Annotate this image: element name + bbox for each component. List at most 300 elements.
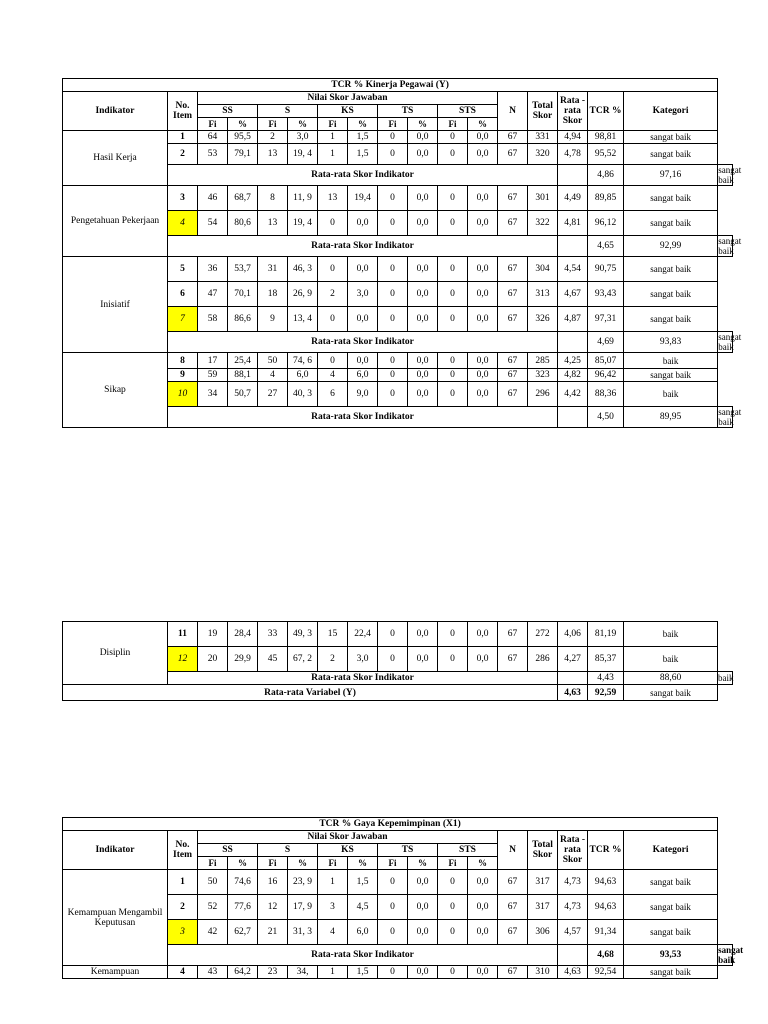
cell-rata-rata-skor: 4,73 [558,895,588,920]
cell-rata-rata-skor: 4,63 [558,966,588,979]
average-rata-rata: 4,68 [588,945,624,966]
cell-total-skor: 323 [528,369,558,382]
cell-ks-pct: 0,0 [348,307,378,332]
cell-rata-rata-skor: 4,78 [558,144,588,165]
cell-total-skor: 296 [528,382,558,407]
cell-sts-fi: 0 [438,257,468,282]
cell-ss-fi: 53 [198,144,228,165]
cell-sts-fi: 0 [438,870,468,895]
cell-ts-fi: 0 [378,966,408,979]
cell-kategori: sangat baik [624,131,718,144]
header-tcr: TCR % [588,831,624,870]
item-number: 10 [168,382,198,407]
cell-ss-pct: 28,4 [228,622,258,647]
cell-s-pct: 13, 4 [288,307,318,332]
cell-sts-pct: 0,0 [468,382,498,407]
cell-kategori: sangat baik [624,920,718,945]
cell-sts-fi: 0 [438,144,468,165]
cell-rata-rata-skor: 4,82 [558,369,588,382]
cell-ss-fi: 58 [198,307,228,332]
header-n: N [498,92,528,131]
cell-s-fi: 16 [258,870,288,895]
cell-n: 67 [498,622,528,647]
cell-kategori: baik [624,622,718,647]
table-row [63,870,733,895]
average-tcr: 92,99 [624,236,718,257]
cell-ks-pct: 1,5 [348,144,378,165]
cell-tcr: 88,36 [588,382,624,407]
cell-ts-fi: 0 [378,307,408,332]
indicator-name: Pengetahuan Pekerjaan [63,186,168,257]
cell-sts-fi: 0 [438,211,468,236]
variable-average-row [63,685,733,701]
cell-ss-fi: 52 [198,895,228,920]
cell-ts-pct: 0,0 [408,622,438,647]
cell-ks-pct: 22,4 [348,622,378,647]
cell-ks-fi: 6 [318,382,348,407]
cell-kategori: sangat baik [624,144,718,165]
cell-s-pct: 23, 9 [288,870,318,895]
cell-sts-fi: 0 [438,186,468,211]
header-pct: % [348,118,378,131]
cell-ks-pct: 3,0 [348,647,378,672]
cell-n: 67 [498,257,528,282]
cell-tcr: 96,42 [588,369,624,382]
cell-tcr: 90,75 [588,257,624,282]
cell-ks-fi: 15 [318,622,348,647]
cell-s-pct: 6,0 [288,369,318,382]
cell-n: 67 [498,870,528,895]
header-total-skor: Total Skor [528,92,558,131]
cell-tcr: 93,43 [588,282,624,307]
item-number: 9 [168,369,198,382]
average-tcr: 93,83 [624,332,718,353]
cell-sts-pct: 0,0 [468,369,498,382]
average-label: Rata-rata Skor Indikator [168,672,558,685]
cell-total-skor: 272 [528,622,558,647]
cell-ts-pct: 0,0 [408,895,438,920]
cell-total-skor: 285 [528,353,558,369]
cell-ts-fi: 0 [378,131,408,144]
cell-sts-pct: 0,0 [468,920,498,945]
cell-tcr: 89,85 [588,186,624,211]
cell-s-pct: 19, 4 [288,211,318,236]
header-sts: STS [438,105,498,118]
cell-sts-pct: 0,0 [468,966,498,979]
cell-s-fi: 23 [258,966,288,979]
cell-tcr: 85,37 [588,647,624,672]
cell-sts-fi: 0 [438,920,468,945]
average-label: Rata-rata Skor Indikator [168,236,558,257]
cell-total-skor: 306 [528,920,558,945]
cell-ts-pct: 0,0 [408,382,438,407]
cell-n: 67 [498,131,528,144]
average-label: Rata-rata Skor Indikator [168,165,558,186]
item-number: 3 [168,186,198,211]
cell-total-skor: 301 [528,186,558,211]
cell-ss-fi: 19 [198,622,228,647]
cell-ts-fi: 0 [378,369,408,382]
cell-ks-fi: 2 [318,282,348,307]
header-s: S [258,105,318,118]
cell-ss-fi: 59 [198,369,228,382]
header-fi: Fi [258,118,288,131]
cell-ks-fi: 1 [318,870,348,895]
average-label: Rata-rata Skor Indikator [168,945,558,966]
cell-sts-fi: 0 [438,353,468,369]
cell-ks-pct: 4,5 [348,895,378,920]
header-fi: Fi [318,118,348,131]
cell-kategori: baik [624,353,718,369]
cell-rata-rata-skor: 4,87 [558,307,588,332]
item-number: 2 [168,144,198,165]
cell-s-pct: 40, 3 [288,382,318,407]
cell-kategori: sangat baik [624,257,718,282]
cell-ts-fi: 0 [378,647,408,672]
header-pct: % [288,118,318,131]
cell-total-skor: 286 [528,647,558,672]
cell-ks-pct: 0,0 [348,257,378,282]
cell-n: 67 [498,966,528,979]
header-fi: Fi [378,857,408,870]
cell-tcr: 94,63 [588,895,624,920]
cell-kategori: sangat baik [624,307,718,332]
cell-sts-pct: 0,0 [468,895,498,920]
cell-sts-fi: 0 [438,895,468,920]
tcr-gaya-kepemimpinan-table [62,817,744,979]
average-label: Rata-rata Skor Indikator [168,407,558,428]
cell-n: 67 [498,282,528,307]
cell-tcr: 96,12 [588,211,624,236]
cell-ts-fi: 0 [378,186,408,211]
cell-ts-pct: 0,0 [408,131,438,144]
header-fi: Fi [378,118,408,131]
cell-ss-fi: 20 [198,647,228,672]
indicator-name: Sikap [63,353,168,428]
variable-average-tcr: 92,59 [588,685,624,701]
header-pct: % [408,857,438,870]
variable-average-kategori: sangat baik [624,685,718,701]
cell-n: 67 [498,895,528,920]
cell-ss-pct: 86,6 [228,307,258,332]
cell-s-fi: 27 [258,382,288,407]
cell-ks-fi: 4 [318,920,348,945]
cell-s-pct: 19, 4 [288,144,318,165]
indicator-name: Inisiatif [63,257,168,353]
table-row [63,257,733,282]
header-fi: Fi [198,118,228,131]
cell-s-fi: 4 [258,369,288,382]
cell-s-fi: 21 [258,920,288,945]
cell-ss-fi: 43 [198,966,228,979]
header-indikator: Indikator [63,92,168,131]
average-rata-rata: 4,43 [588,672,624,685]
cell-ks-fi: 1 [318,144,348,165]
cell-total-skor: 310 [528,966,558,979]
cell-ts-pct: 0,0 [408,282,438,307]
item-number: 1 [168,870,198,895]
cell-sts-fi: 0 [438,382,468,407]
cell-ss-pct: 62,7 [228,920,258,945]
cell-ts-pct: 0,0 [408,307,438,332]
cell-tcr: 94,63 [588,870,624,895]
cell-ts-fi: 0 [378,870,408,895]
cell-s-fi: 31 [258,257,288,282]
item-number: 11 [168,622,198,647]
cell-ss-pct: 79,1 [228,144,258,165]
cell-ks-pct: 6,0 [348,369,378,382]
average-kategori: sangat baik [718,945,744,965]
cell-s-fi: 50 [258,353,288,369]
cell-s-fi: 13 [258,144,288,165]
cell-n: 67 [498,369,528,382]
cell-ts-pct: 0,0 [408,870,438,895]
cell-s-fi: 18 [258,282,288,307]
header-pct: % [468,857,498,870]
cell-ts-fi: 0 [378,353,408,369]
variable-average-label: Rata-rata Variabel (Y) [63,685,558,701]
cell-ss-pct: 70,1 [228,282,258,307]
average-label: Rata-rata Skor Indikator [168,332,558,353]
cell-sts-fi: 0 [438,369,468,382]
tcr-kinerja-pegawai-table [62,78,742,428]
header-pct: % [348,857,378,870]
cell-s-pct: 49, 3 [288,622,318,647]
cell-ts-pct: 0,0 [408,353,438,369]
header-no-item: No. Item [168,831,198,870]
table-row [63,966,733,979]
item-number: 12 [168,647,198,672]
cell-ss-fi: 54 [198,211,228,236]
header-tcr: TCR % [588,92,624,131]
cell-ss-fi: 64 [198,131,228,144]
cell-rata-rata-skor: 4,81 [558,211,588,236]
cell-ks-pct: 6,0 [348,920,378,945]
cell-ss-pct: 50,7 [228,382,258,407]
cell-total-skor-empty [558,672,588,685]
cell-sts-fi: 0 [438,966,468,979]
cell-s-pct: 17, 9 [288,895,318,920]
cell-rata-rata-skor: 4,27 [558,647,588,672]
cell-total-skor: 322 [528,211,558,236]
item-number: 3 [168,920,198,945]
indicator-name: Disiplin [63,622,168,685]
cell-kategori: sangat baik [624,282,718,307]
header-rata-rata-skor: Rata -rata Skor [558,831,588,870]
cell-sts-fi: 0 [438,647,468,672]
cell-ts-fi: 0 [378,895,408,920]
average-tcr: 88,60 [624,672,718,685]
cell-ts-pct: 0,0 [408,369,438,382]
header-sts: STS [438,844,498,857]
cell-rata-rata-skor: 4,06 [558,622,588,647]
cell-total-skor: 317 [528,870,558,895]
cell-sts-pct: 0,0 [468,353,498,369]
cell-ss-pct: 53,7 [228,257,258,282]
cell-ks-fi: 4 [318,369,348,382]
cell-total-skor-empty [558,165,588,186]
item-number: 4 [168,211,198,236]
cell-s-fi: 12 [258,895,288,920]
table-row [63,186,733,211]
cell-ts-pct: 0,0 [408,647,438,672]
cell-ss-pct: 80,6 [228,211,258,236]
cell-ss-pct: 74,6 [228,870,258,895]
cell-ts-fi: 0 [378,282,408,307]
cell-sts-pct: 0,0 [468,186,498,211]
tcr-kinerja-pegawai-continuation [62,621,733,701]
cell-sts-pct: 0,0 [468,647,498,672]
header-pct: % [288,857,318,870]
cell-ks-fi: 0 [318,307,348,332]
item-number: 6 [168,282,198,307]
header-ks: KS [318,844,378,857]
header-fi: Fi [258,857,288,870]
cell-tcr: 91,34 [588,920,624,945]
cell-ss-fi: 46 [198,186,228,211]
header-pct: % [468,118,498,131]
header-indikator: Indikator [63,831,168,870]
cell-s-pct: 46, 3 [288,257,318,282]
cell-ss-pct: 68,7 [228,186,258,211]
cell-s-fi: 2 [258,131,288,144]
item-number: 2 [168,895,198,920]
cell-rata-rata-skor: 4,57 [558,920,588,945]
cell-s-fi: 13 [258,211,288,236]
cell-total-skor-empty [558,236,588,257]
header-total-skor: Total Skor [528,831,558,870]
cell-ss-pct: 29,9 [228,647,258,672]
cell-sts-fi: 0 [438,622,468,647]
average-rata-rata: 4,65 [588,236,624,257]
table-row [63,131,733,144]
cell-ks-fi: 13 [318,186,348,211]
cell-s-pct: 3,0 [288,131,318,144]
cell-ks-fi: 3 [318,895,348,920]
header-rata-rata-skor: Rata -rata Skor [558,92,588,131]
cell-sts-pct: 0,0 [468,131,498,144]
cell-ss-fi: 42 [198,920,228,945]
header-ss: SS [198,105,258,118]
average-tcr: 89,95 [624,407,718,428]
cell-tcr: 85,07 [588,353,624,369]
cell-tcr: 95,52 [588,144,624,165]
cell-tcr: 81,19 [588,622,624,647]
header-fi: Fi [438,857,468,870]
header-fi: Fi [198,857,228,870]
average-rata-rata: 4,50 [588,407,624,428]
header-pct: % [228,857,258,870]
cell-n: 67 [498,920,528,945]
cell-rata-rata-skor: 4,54 [558,257,588,282]
average-kategori: sangat baik [718,236,742,256]
average-tcr: 93,53 [624,945,718,966]
cell-ks-fi: 2 [318,647,348,672]
header-fi: Fi [438,118,468,131]
item-number: 4 [168,966,198,979]
cell-s-pct: 34, [288,966,318,979]
cell-ss-pct: 88,1 [228,369,258,382]
average-kategori: sangat baik [718,332,742,352]
header-ts: TS [378,105,438,118]
cell-kategori: sangat baik [624,211,718,236]
header-nilai-skor: Nilai Skor Jawaban [198,92,498,105]
cell-s-pct: 31, 3 [288,920,318,945]
cell-total-skor-empty [558,407,588,428]
cell-ts-pct: 0,0 [408,144,438,165]
cell-s-fi: 8 [258,186,288,211]
cell-total-skor: 317 [528,895,558,920]
cell-rata-rata-skor: 4,67 [558,282,588,307]
cell-ks-pct: 0,0 [348,211,378,236]
table-title: TCR % Kinerja Pegawai (Y) [63,79,718,92]
cell-ts-fi: 0 [378,211,408,236]
header-kategori: Kategori [624,92,718,131]
cell-kategori: sangat baik [624,870,718,895]
cell-ks-pct: 1,5 [348,131,378,144]
header-nilai-skor: Nilai Skor Jawaban [198,831,498,844]
cell-rata-rata-skor: 4,94 [558,131,588,144]
cell-ts-fi: 0 [378,257,408,282]
cell-ts-pct: 0,0 [408,920,438,945]
header-s: S [258,844,318,857]
indicator-name: Kemampuan Mengambil Keputusan [63,870,168,966]
cell-ss-pct: 25,4 [228,353,258,369]
average-rata-rata: 4,86 [588,165,624,186]
cell-total-skor: 320 [528,144,558,165]
cell-ts-fi: 0 [378,144,408,165]
cell-sts-pct: 0,0 [468,144,498,165]
cell-n: 67 [498,382,528,407]
cell-kategori: sangat baik [624,966,718,979]
item-number: 7 [168,307,198,332]
cell-ks-pct: 1,5 [348,966,378,979]
cell-sts-pct: 0,0 [468,257,498,282]
cell-n: 67 [498,211,528,236]
cell-ks-pct: 0,0 [348,353,378,369]
cell-sts-pct: 0,0 [468,870,498,895]
header-ss: SS [198,844,258,857]
cell-n: 67 [498,647,528,672]
average-rata-rata: 4,69 [588,332,624,353]
cell-ks-pct: 9,0 [348,382,378,407]
header-fi: Fi [318,857,348,870]
cell-ks-fi: 0 [318,211,348,236]
cell-n: 67 [498,186,528,211]
header-no-item: No. Item [168,92,198,131]
table-row [63,353,733,369]
header-ts: TS [378,844,438,857]
cell-ts-fi: 0 [378,920,408,945]
cell-s-pct: 67, 2 [288,647,318,672]
cell-rata-rata-skor: 4,42 [558,382,588,407]
average-kategori: sangat baik [718,407,742,427]
average-kategori: sangat baik [718,165,742,185]
cell-sts-pct: 0,0 [468,211,498,236]
cell-ts-fi: 0 [378,622,408,647]
indicator-name: Hasil Kerja [63,131,168,186]
cell-ks-pct: 1,5 [348,870,378,895]
cell-ts-pct: 0,0 [408,966,438,979]
average-kategori: baik [718,673,734,683]
cell-tcr: 97,31 [588,307,624,332]
cell-total-skor-empty [558,945,588,966]
cell-kategori: baik [624,382,718,407]
cell-ks-pct: 3,0 [348,282,378,307]
header-kategori: Kategori [624,831,718,870]
cell-s-fi: 45 [258,647,288,672]
header-pct: % [408,118,438,131]
